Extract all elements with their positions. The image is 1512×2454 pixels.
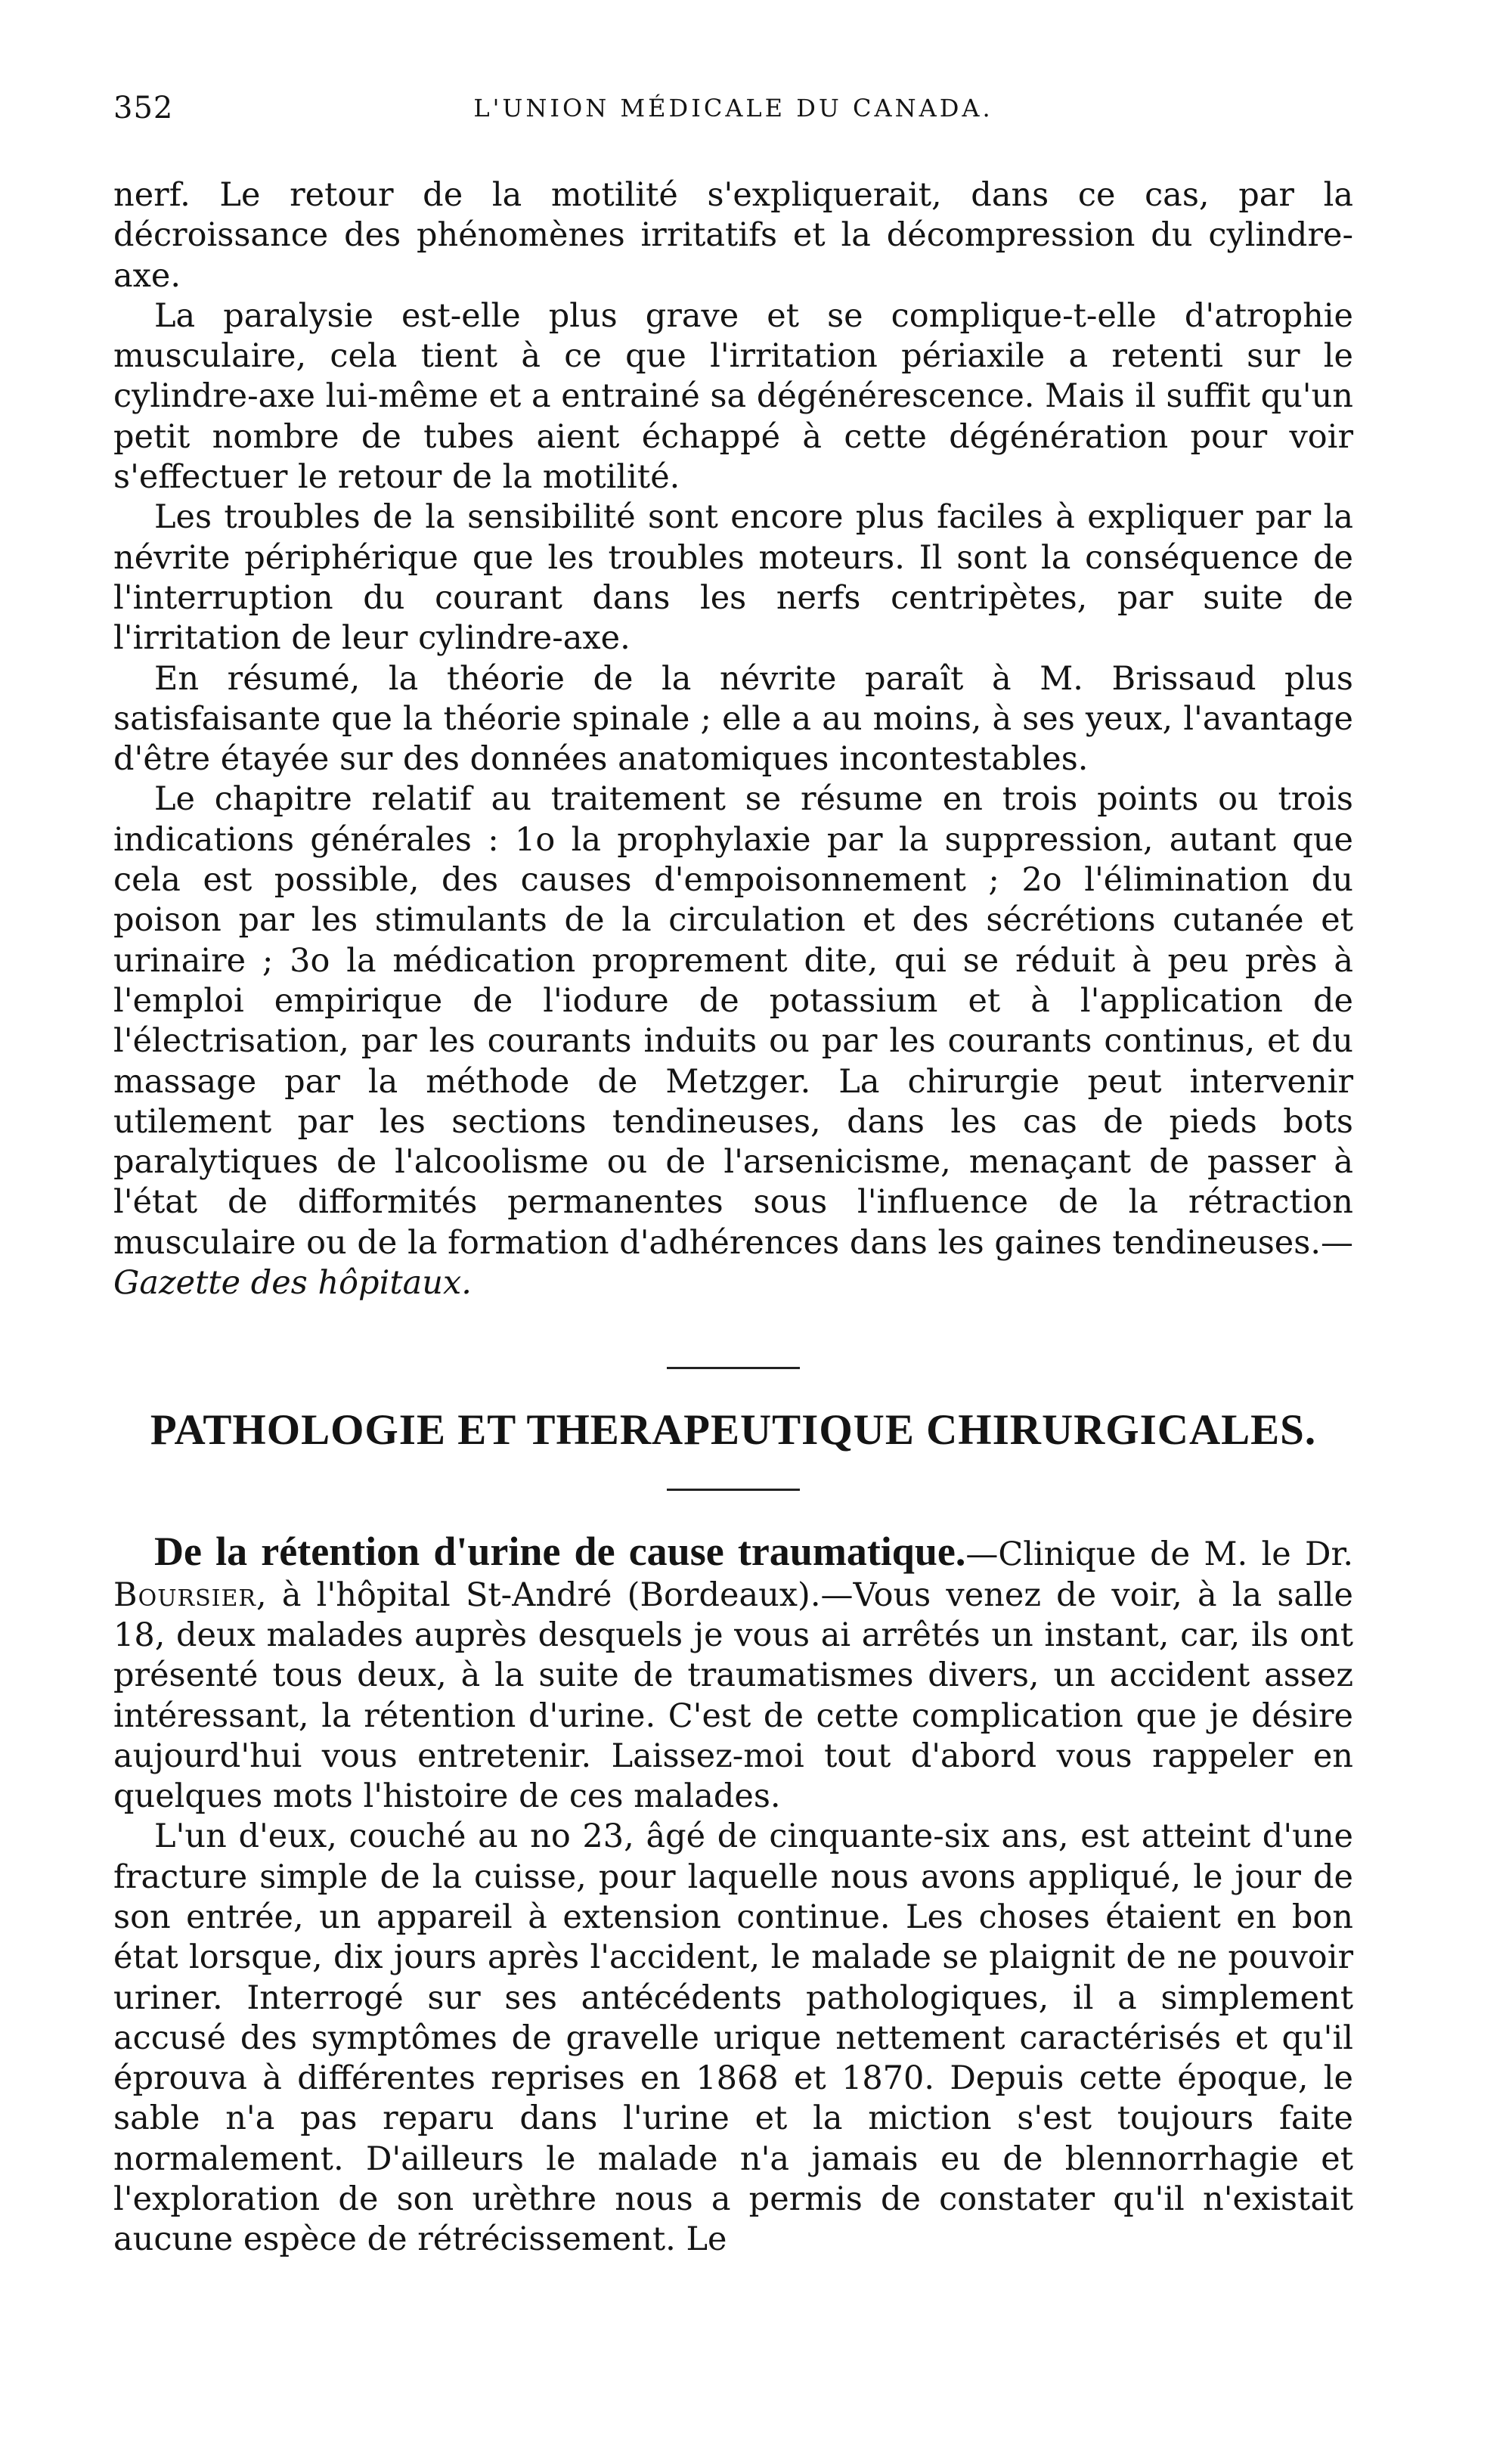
paragraph-nerve-motility: nerf. Le retour de la motilité s'expliquerait, dans ce cas, par la décroissance des phénomènes irritatifs et la décompression du cylindre-axe. — [113, 176, 1353, 295]
page — [113, 91, 1353, 2260]
treatment-text: Le chapitre relatif au traitement se résume en trois points ou trois indications générales : 1o la prophylaxie par la suppression, autant que cela est possible, des causes d'empoisonnement ; 2o l'élimination du poison par les stimulants de la circulation et des sécrétions cutanée et urinaire ; 3o la médication proprement dite, qui se réduit à peu près à l'emploi empirique de l'iodure de potassium et à l'application de l'électrisation, par les courants induits ou par les courants continus, et du massage par la méthode de Metzger. La chirurgie peut intervenir utilement par les sections tendineuses, dans les cas de pieds bots paralytiques de l'alcoolisme ou de l'arsenicisme, menaçant de passer à l'état de difformités permanentes sous l'influence de la rétraction musculaire ou de la formation d'adhérences dans les gaines tendineuses.— — [113, 780, 1353, 1262]
page-number: 352 — [113, 91, 174, 125]
article-title: De la rétention d'urine de cause traumatique. — [154, 1529, 966, 1575]
paragraph-case-report: L'un d'eux, couché au no 23, âgé de cinquante-six ans, est atteint d'une fracture simple de la cuisse, pour laquelle nous avons appliqué, le jour de son entrée, un appareil à extension continue. Les choses étaient en bon état lorsque, dix jours après l'accident, le malade se plaignit de ne pouvoir uriner. Interrogé sur ses antécédents pathologiques, il a simplement accusé des symptômes de gravelle urique nettement caractérisés et qu'il éprouva à différentes reprises en 1868 et 1870. Depuis cette époque, le sable n'a pas reparu dans l'urine et la miction s'est toujours faite normalement. D'ailleurs le malade n'a jamais eu de blennorrhagie et l'exploration de son urèthre nous a permis de constater qu'il n'existait aucune espèce de rétrécissement. Le — [113, 1817, 1353, 2259]
section-divider-top — [667, 1367, 800, 1369]
source-citation: Gazette des hôpitaux. — [113, 1264, 472, 1303]
paragraph-paralysis-atrophy: La paralysie est-elle plus grave et se complique-t-elle d'atrophie musculaire, cela tient à ce que l'irritation périaxile a retenti sur le cylindre-axe lui-même et a entrainé sa dégénérescence. Mais il suffit qu'un petit nombre de tubes aient échappé à cette dégénération pour voir s'effectuer le retour de la motilité. — [113, 296, 1353, 497]
journal-title: L'UNION MÉDICALE DU CANADA. — [473, 94, 993, 122]
article-intro-rest: , à l'hôpital St-André (Bordeaux).—Vous venez de voir, à la salle 18, deux malades auprès desquels je vous ai arrêtés un instant, car, ils ont présenté tous deux, à la suite de traumatismes divers, un accident assez intéressant, la rétention d'urine. C'est de cette complication que je désire aujourd'hui vous entretenir. Laissez-moi tout d'abord vous rappeler en quelques mots l'histoire de ces malades. — [113, 1576, 1353, 1816]
paragraph-treatment — [113, 779, 1353, 1303]
paragraph-sensibility-troubles: Les troubles de la sensibilité sont encore plus faciles à expliquer par la névrite périphérique que les troubles moteurs. Il sont la conséquence de l'interruption du courant dans les nerfs centripètes, par suite de l'irritation de leur cylindre-axe. — [113, 498, 1353, 658]
body-text — [113, 175, 1353, 1303]
section-heading: PATHOLOGIE ET THERAPEUTIQUE CHIRURGICALES. — [150, 1406, 1317, 1455]
section-divider-bottom — [667, 1489, 800, 1491]
article — [113, 1529, 1354, 2260]
author-name: Boursier — [113, 1576, 256, 1614]
article-intro-paragraph — [113, 1529, 1354, 1817]
article-intro-start: —Clinique de M. le Dr. — [965, 1535, 1354, 1574]
running-header — [113, 91, 1353, 136]
paragraph-summary: En résumé, la théorie de la névrite paraît à M. Brissaud plus satisfaisante que la théorie spinale ; elle a au moins, à ses yeux, l'avantage d'être étayée sur des données anatomiques incontestables. — [113, 659, 1353, 779]
